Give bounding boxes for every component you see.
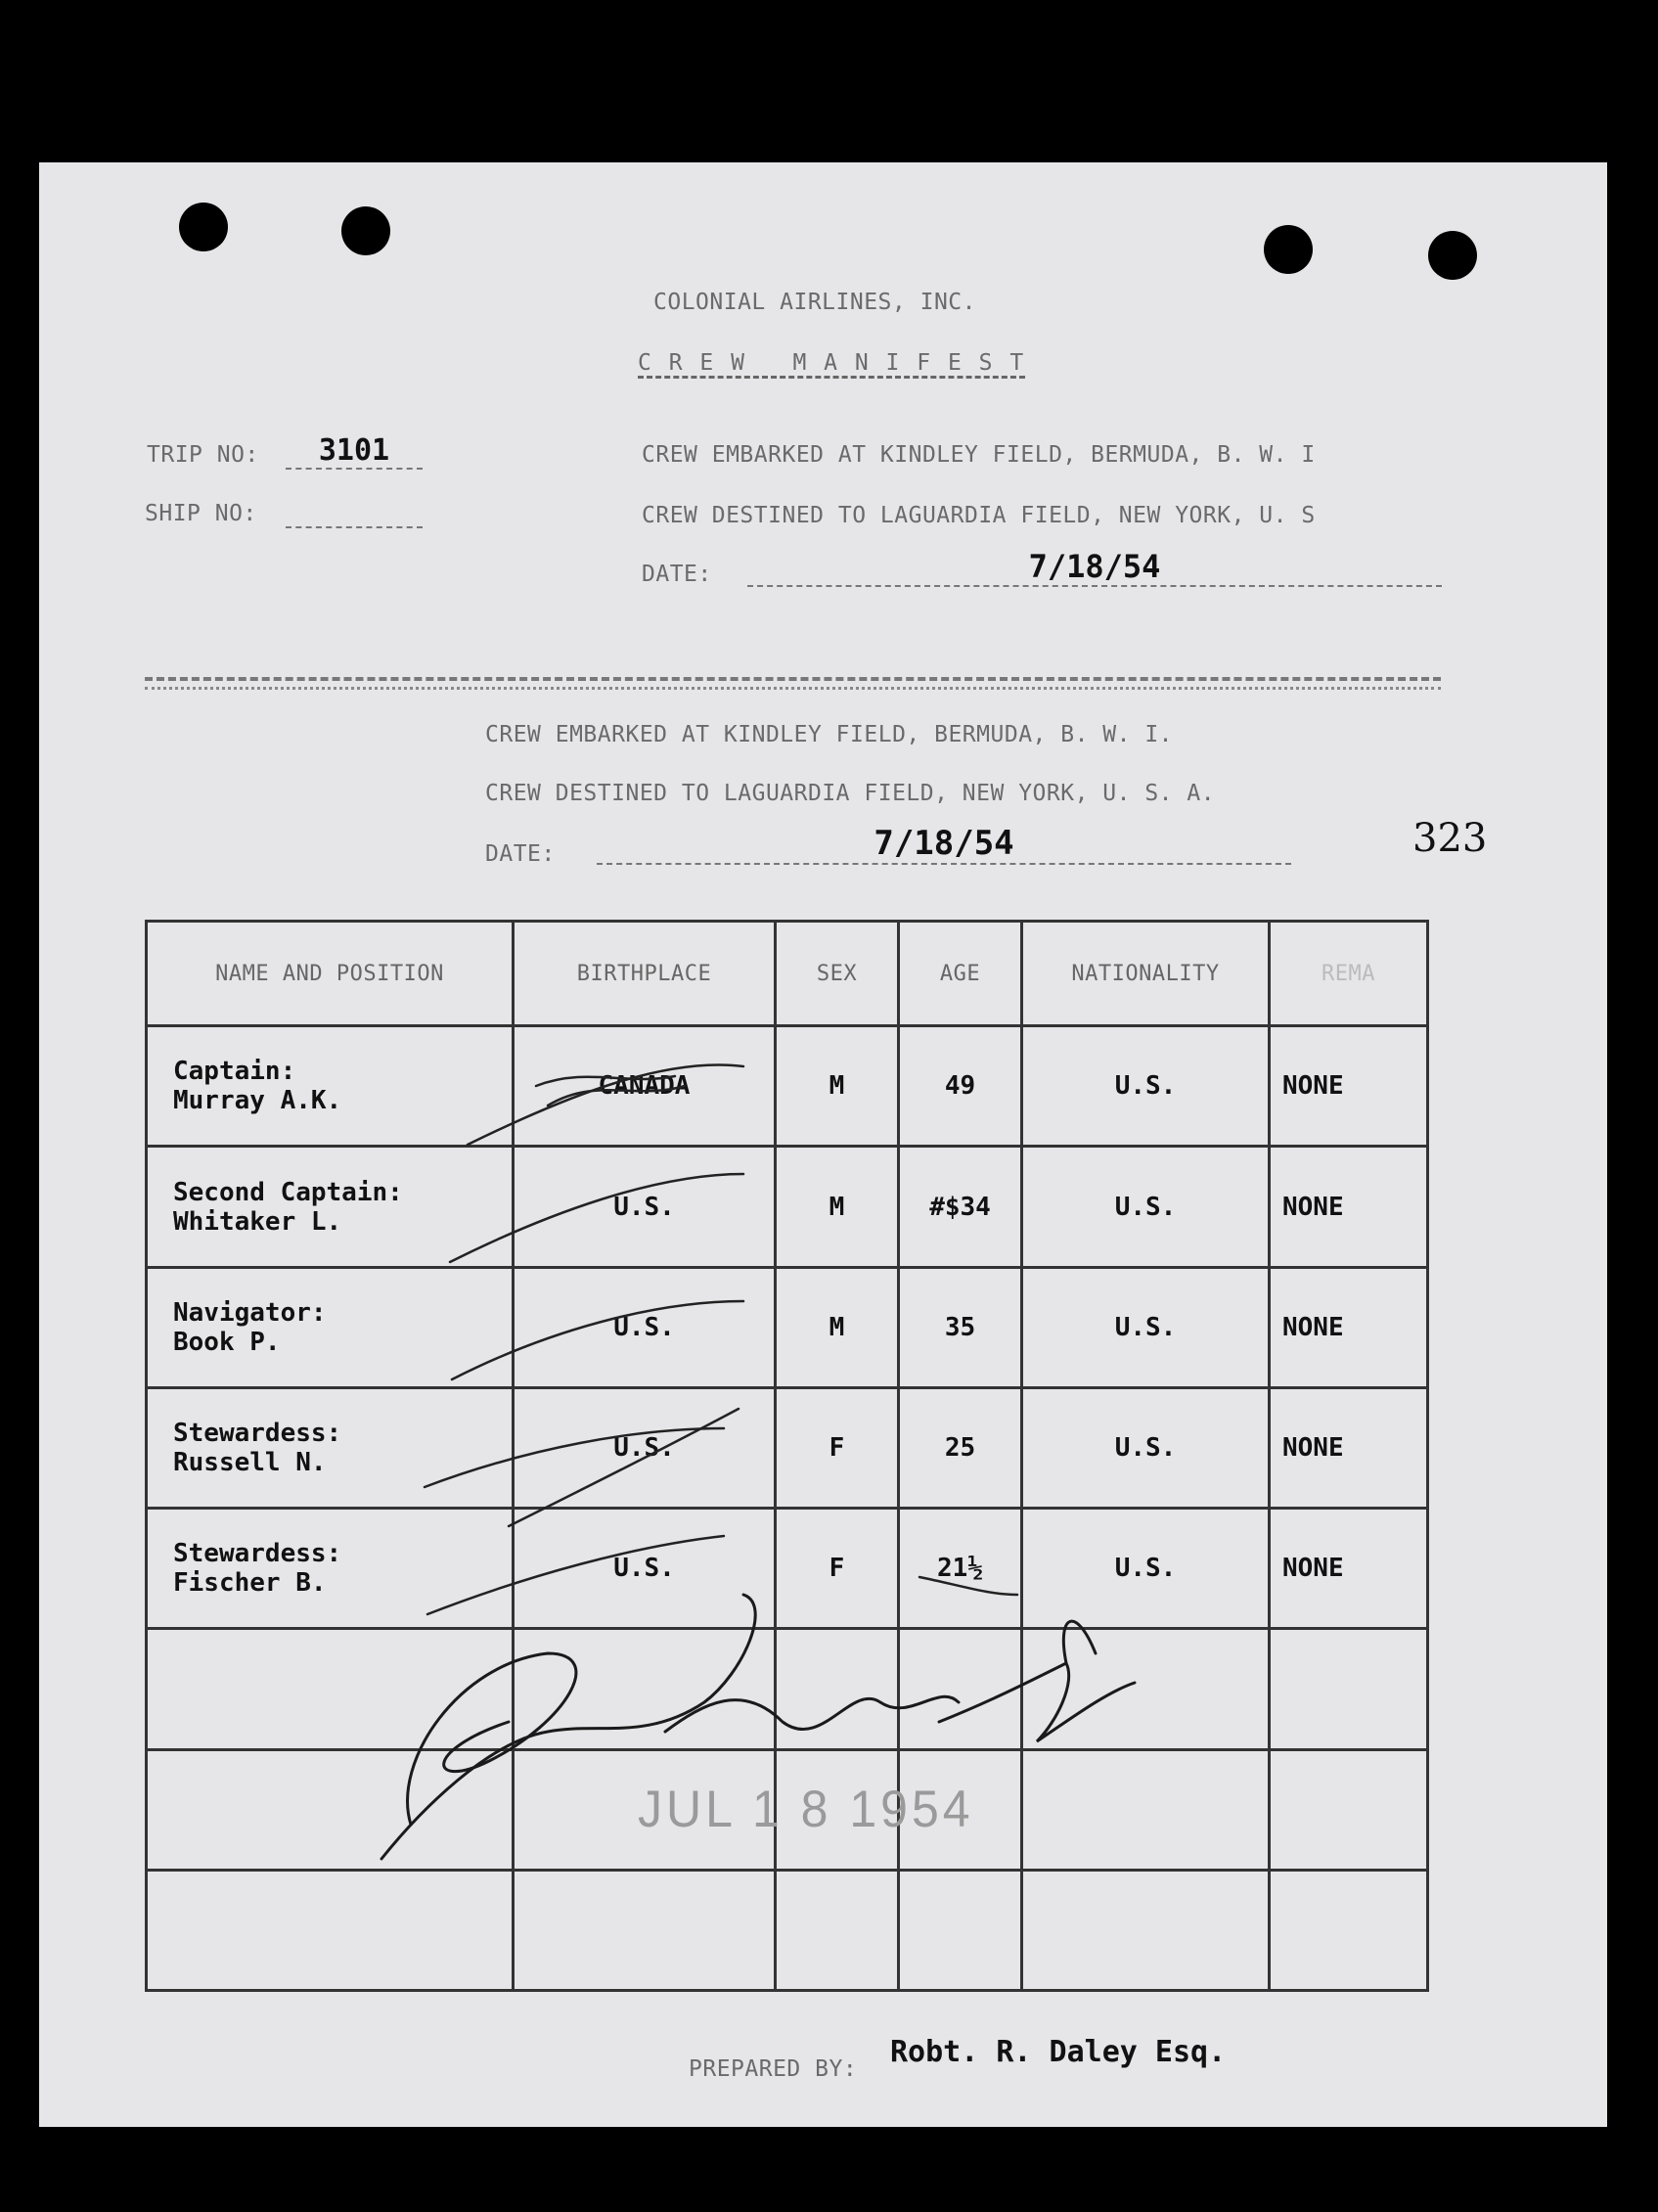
company-name: COLONIAL AIRLINES, INC. [653,290,976,315]
check-stroke [450,1174,743,1262]
sex-cell: F [776,1509,899,1629]
nationality-cell: U.S. [1022,1147,1270,1267]
strike-mark [536,1076,685,1106]
age-cell: #$34 [899,1147,1022,1267]
check-stroke [425,1428,724,1487]
date-label-top: DATE: [642,562,712,587]
header-age: AGE [899,922,1022,1026]
prepared-by-label: PREPARED BY: [689,2056,858,2082]
remarks-cell: NONE [1270,1387,1428,1508]
document-title: C R E W M A N I F E S T [638,350,1025,379]
trip-number: 3101 [286,433,423,470]
age-cell: 35 [899,1267,1022,1387]
age-cell: 21½ [899,1509,1022,1629]
crew-position: Captain: [173,1057,296,1087]
header-name-position: NAME AND POSITION [147,922,514,1026]
remarks-cell: NONE [1270,1026,1428,1147]
birthplace-cell: U.S. [514,1267,776,1387]
sex-cell: F [776,1387,899,1508]
nationality-cell: U.S. [1022,1267,1270,1387]
sex-cell: M [776,1147,899,1267]
nationality-cell: U.S. [1022,1509,1270,1629]
age-cell: 49 [899,1026,1022,1147]
trip-label: TRIP NO: [147,442,259,468]
check-stroke [427,1536,724,1614]
crew-name: Russell N. [173,1447,327,1477]
crew-position: Stewardess: [173,1539,342,1569]
crew-position: Navigator: [173,1297,327,1328]
header-nationality: NATIONALITY [1022,922,1270,1026]
age-cell: 25 [899,1387,1022,1508]
date-value-top: 7/18/54 [747,548,1442,587]
header-remarks: REMA [1270,922,1428,1026]
strike-mark [919,1577,1017,1595]
check-stroke [452,1301,743,1379]
remarks-cell: NONE [1270,1147,1428,1267]
embarked-top: CREW EMBARKED AT KINDLEY FIELD, BERMUDA, B. W. I [642,442,1316,468]
crew-name: Book P. [173,1327,281,1357]
ship-label: SHIP NO: [145,501,257,526]
crew-embarked: CREW EMBARKED AT KINDLEY FIELD, BERMUDA, B. W. I. [485,722,1174,747]
crew-position: Second Captain: [173,1177,403,1207]
remarks-cell: NONE [1270,1509,1428,1629]
signature [381,1595,1135,1859]
date-label: DATE: [485,841,556,867]
prepared-by-value: Robt. R. Daley Esq. [890,2035,1227,2069]
crew-name: Whitaker L. [173,1206,342,1237]
nationality-cell: U.S. [1022,1387,1270,1508]
crew-name: Fischer B. [173,1568,327,1599]
crew-name: Murray A.K. [173,1086,342,1116]
birthplace-cell: CANADA [514,1026,776,1147]
date-value: 7/18/54 [597,824,1291,865]
crew-destined: CREW DESTINED TO LAGUARDIA FIELD, NEW YORK, U. S. A. [485,781,1216,806]
date-stamp: JUL 1 8 1954 [638,1780,974,1838]
sex-cell: M [776,1267,899,1387]
header-birthplace: BIRTHPLACE [514,922,776,1026]
birthplace-cell: U.S. [514,1147,776,1267]
birthplace-cell: U.S. [514,1509,776,1629]
crew-position: Stewardess: [173,1418,342,1448]
sex-cell: M [776,1026,899,1147]
check-stroke [509,1409,739,1526]
destined-top: CREW DESTINED TO LAGUARDIA FIELD, NEW YORK, U. S [642,503,1316,528]
remarks-cell: NONE [1270,1267,1428,1387]
birthplace-cell: U.S. [514,1387,776,1508]
header-sex: SEX [776,922,899,1026]
nationality-cell: U.S. [1022,1026,1270,1147]
page-number: 323 [1412,816,1488,861]
